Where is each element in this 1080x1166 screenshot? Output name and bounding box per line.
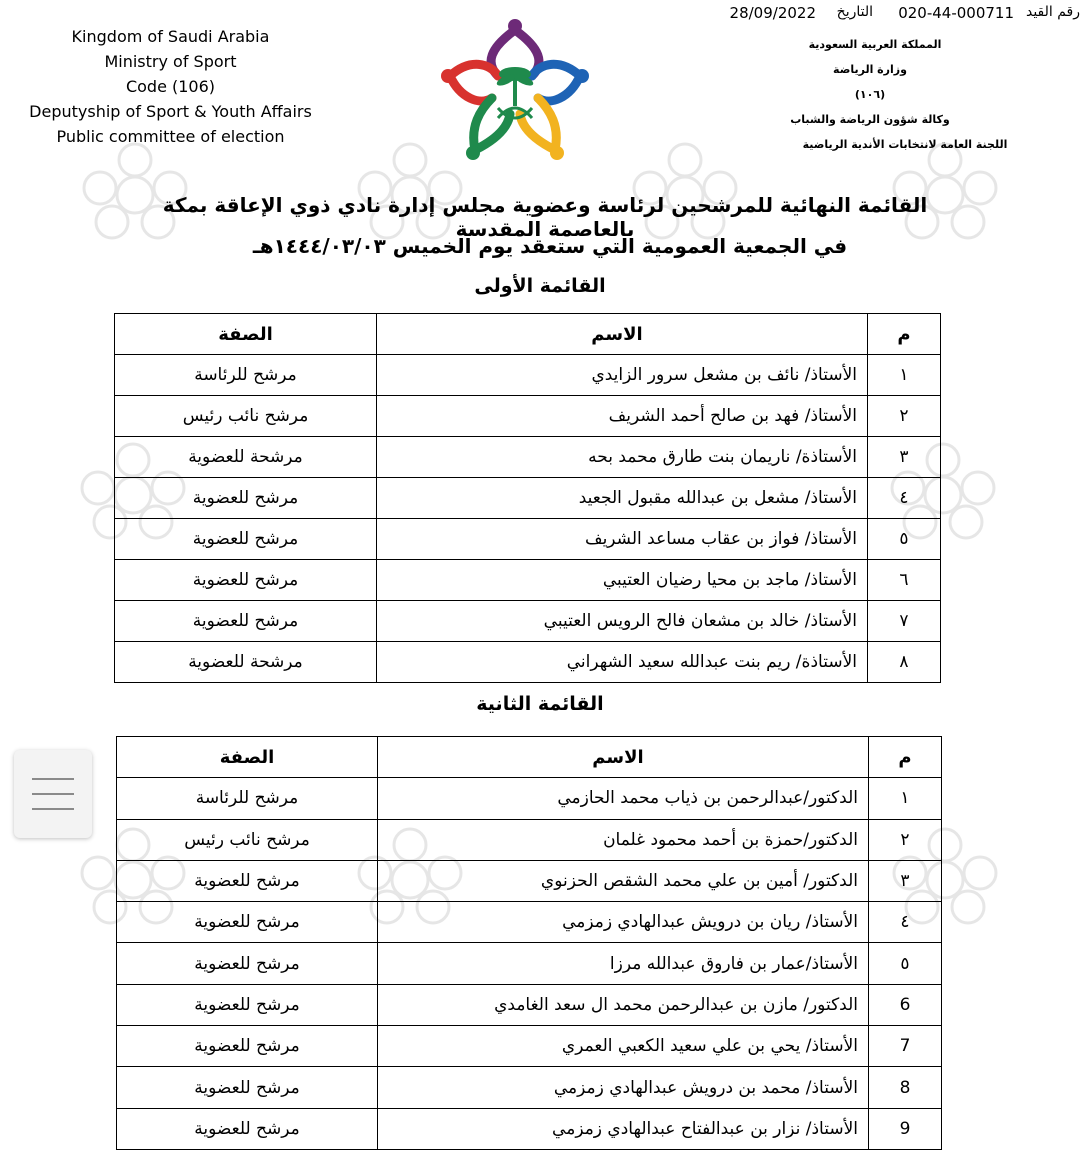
cell-num: ٥ (869, 943, 942, 984)
column-header-num: م (869, 737, 942, 778)
table-row (115, 601, 941, 642)
cell-name: الأستاذة/ ناريمان بنت طارق محمد بحه (377, 437, 868, 478)
table-row (117, 1026, 942, 1067)
table-row (117, 1067, 942, 1108)
header-en-line: Code (106) (125, 77, 216, 96)
cell-num: ١ (869, 778, 942, 819)
cell-role: مرشح للعضوية (117, 984, 378, 1025)
cell-num: 8 (869, 1067, 942, 1108)
cell-role: مرشحة للعضوية (115, 437, 377, 478)
header-en-line: Deputyship of Sport & Youth Affairs (29, 102, 312, 121)
header-ar-line: المملكة العربية السعودية (808, 38, 942, 51)
document-title: القائمة النهائية للمرشحين لرئاسة وعضوية مجلس إدارة نادي ذوي الإعاقة بمكة بالعاصمة المقدسة (162, 193, 928, 241)
table-row (115, 396, 941, 437)
cell-role: مرشح للعضوية (117, 1067, 378, 1108)
cell-role: مرشح للعضوية (117, 1108, 378, 1149)
cell-num: ٣ (869, 860, 942, 901)
list2-heading: القائمة الثانية (476, 693, 604, 715)
table-row (117, 984, 942, 1025)
cell-role: مرشح للعضوية (115, 601, 377, 642)
cell-num: ٤ (869, 902, 942, 943)
document-subtitle: في الجمعية العمومية التي ستعقد يوم الخميس ١٤٤٤/٠٣/٠٣هـ (252, 234, 848, 258)
column-header-name: الاسم (378, 737, 869, 778)
cell-role: مرشح للعضوية (115, 519, 377, 560)
cell-role: مرشح للرئاسة (117, 778, 378, 819)
column-header-num: م (868, 314, 941, 355)
candidates-table-list2 (116, 736, 942, 1150)
cell-name: الأستاذ/عمار بن فاروق عبدالله مرزا (378, 943, 869, 984)
header-ar-line: وزارة الرياضة (833, 63, 907, 76)
table-row (115, 560, 941, 601)
date-value: 28/09/2022 (729, 4, 816, 22)
cell-num: ٤ (868, 478, 941, 519)
table-row (117, 860, 942, 901)
table-row (115, 437, 941, 478)
cell-num: 9 (869, 1108, 942, 1149)
candidates-table-list1 (114, 313, 941, 683)
table-row (117, 1108, 942, 1149)
record-number-label: رقم القيد (1025, 4, 1080, 20)
column-header-name: الاسم (377, 314, 868, 355)
cell-name: الدكتور/ مازن بن عبدالرحمن محمد ال سعد الغامدي (378, 984, 869, 1025)
table-header-row (115, 314, 941, 355)
cell-num: ٥ (868, 519, 941, 560)
cell-name: الأستاذ/ مشعل بن عبدالله مقبول الجعيد (377, 478, 868, 519)
table-row (115, 519, 941, 560)
cell-role: مرشح للعضوية (115, 478, 377, 519)
cell-num: ٦ (868, 560, 941, 601)
date-label: التاريخ (836, 4, 873, 20)
column-header-role: الصفة (117, 737, 378, 778)
cell-name: الأستاذة/ ريم بنت عبدالله سعيد الشهراني (377, 642, 868, 683)
menu-button[interactable] (14, 750, 92, 838)
cell-name: الأستاذ/ نائف بن مشعل سرور الزايدي (377, 355, 868, 396)
header-ar-line: اللجنة العامة لانتخابات الأندية الرياضية (802, 138, 1008, 151)
header-arabic (750, 32, 1008, 157)
cell-num: 6 (869, 984, 942, 1025)
cell-num: ٣ (868, 437, 941, 478)
cell-name: الأستاذ/ نزار بن عبدالفتاح عبدالهادي زمزمي (378, 1108, 869, 1149)
cell-name: الأستاذ/ فواز بن عقاب مساعد الشريف (377, 519, 868, 560)
cell-num: ٨ (868, 642, 941, 683)
table-header-row (117, 737, 942, 778)
header-english (18, 24, 323, 149)
header-ar-line: (١٠٦) (854, 88, 886, 101)
cell-name: الأستاذ/ ماجد بن محيا رضيان العتيبي (377, 560, 868, 601)
cell-role: مرشح للرئاسة (115, 355, 377, 396)
table-row (117, 819, 942, 860)
header-en-line: Kingdom of Saudi Arabia (71, 27, 270, 46)
cell-num: ٧ (868, 601, 941, 642)
cell-name: الأستاذ/ ريان بن درويش عبدالهادي زمزمي (378, 902, 869, 943)
cell-name: الدكتور/عبدالرحمن بن ذياب محمد الحازمي (378, 778, 869, 819)
header-en-line: Ministry of Sport (104, 52, 237, 71)
list1-heading: القائمة الأولى (474, 275, 606, 297)
cell-role: مرشح نائب رئيس (117, 819, 378, 860)
cell-name: الأستاذ/ يحي بن علي سعيد الكعبي العمري (378, 1026, 869, 1067)
table-row (117, 902, 942, 943)
cell-name: الأستاذ/ خالد بن مشعان فالح الرويس العتيبي (377, 601, 868, 642)
cell-name: الدكتور/حمزة بن أحمد محمود غلمان (378, 819, 869, 860)
table-row (115, 642, 941, 683)
cell-num: ٢ (869, 819, 942, 860)
header-ar-line: وكالة شؤون الرياضة والشباب (790, 113, 950, 126)
cell-role: مرشح للعضوية (115, 560, 377, 601)
header-en-line: Public committee of election (56, 127, 285, 146)
record-number-value: 020-44-000711 (898, 4, 1014, 22)
cell-role: مرشح للعضوية (117, 943, 378, 984)
table-row (115, 478, 941, 519)
cell-role: مرشحة للعضوية (115, 642, 377, 683)
cell-num: ١ (868, 355, 941, 396)
cell-role: مرشح نائب رئيس (115, 396, 377, 437)
cell-num: 7 (869, 1026, 942, 1067)
cell-num: ٢ (868, 396, 941, 437)
cell-role: مرشح للعضوية (117, 902, 378, 943)
table-row (117, 943, 942, 984)
ministry-of-sport-logo (440, 18, 590, 160)
table-row (117, 778, 942, 819)
cell-role: مرشح للعضوية (117, 1026, 378, 1067)
cell-name: الأستاذ/ محمد بن درويش عبدالهادي زمزمي (378, 1067, 869, 1108)
table-row (115, 355, 941, 396)
cell-name: الدكتور/ أمين بن علي محمد الشقص الحزنوي (378, 860, 869, 901)
cell-name: الأستاذ/ فهد بن صالح أحمد الشريف (377, 396, 868, 437)
cell-role: مرشح للعضوية (117, 860, 378, 901)
column-header-role: الصفة (115, 314, 377, 355)
